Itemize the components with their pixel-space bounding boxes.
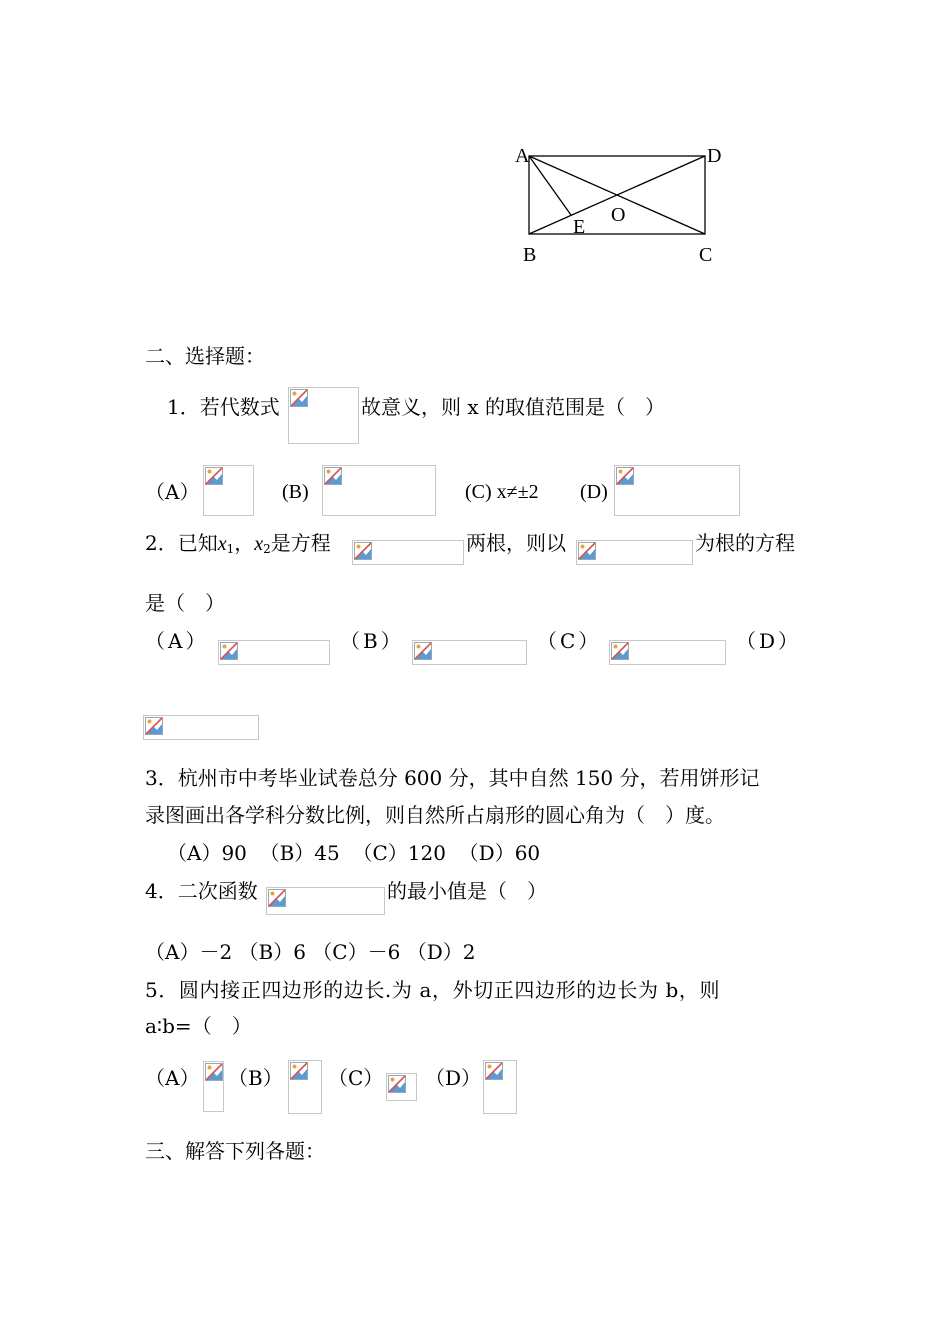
broken-image-icon xyxy=(616,467,634,485)
formula-image xyxy=(483,1060,517,1114)
formula-image xyxy=(288,387,359,444)
q2-option-d: （D） xyxy=(736,629,802,653)
q5-line-1: 5．圆内接正四边形的边长.为 a，外切正四边形的边长为 b，则 xyxy=(145,978,721,1002)
q3-line-2: 录图画出各学科分数比例，则自然所占扇形的圆心角为（ ）度。 xyxy=(145,803,725,827)
broken-image-icon xyxy=(205,467,223,485)
q1-suffix: 故意义，则 x 的取值范围是（ ） xyxy=(361,395,665,419)
formula-image xyxy=(203,465,254,516)
formula-image xyxy=(576,540,693,565)
broken-image-icon xyxy=(611,642,629,660)
broken-image-icon xyxy=(268,889,286,907)
broken-image-icon xyxy=(578,542,596,560)
label-d: D xyxy=(707,145,722,167)
formula-image xyxy=(614,465,740,516)
broken-image-icon xyxy=(485,1062,503,1080)
q4-options: （A）－2 （B）6 （C）－6 （D）2 xyxy=(145,940,476,964)
label-b: B xyxy=(523,244,537,266)
q2-mid-1: 是方程 xyxy=(270,531,331,555)
section-3-title: 三、解答下列各题： xyxy=(145,1139,325,1163)
q4-suffix: 的最小值是（ ） xyxy=(387,879,547,903)
q5-option-a: （A） xyxy=(145,1066,200,1090)
q5-option-b: （B） xyxy=(228,1066,283,1090)
q2-mid-2: 两根，则以 xyxy=(466,531,566,555)
formula-image xyxy=(386,1073,417,1101)
q1-option-b: (B) xyxy=(282,481,309,503)
formula-image xyxy=(609,640,726,665)
q2-line-1 xyxy=(145,533,331,555)
var-x1: x xyxy=(217,533,227,555)
formula-image xyxy=(288,1060,322,1114)
q5-option-c: （C） xyxy=(328,1066,384,1090)
formula-image xyxy=(412,640,527,665)
q2-option-b: （B） xyxy=(340,629,404,653)
q5-line-2: a∶b=（ ） xyxy=(145,1014,252,1038)
q2-option-a: （A） xyxy=(145,629,209,653)
broken-image-icon xyxy=(354,542,372,560)
broken-image-icon xyxy=(290,1062,308,1080)
q3-line-1: 3．杭州市中考毕业试卷总分 600 分，其中自然 150 分，若用饼形记 xyxy=(145,766,760,790)
q2-suffix: 为根的方程 xyxy=(695,531,795,555)
q4-prefix: 4．二次函数 xyxy=(145,879,258,903)
comma: ， xyxy=(234,531,255,555)
broken-image-icon xyxy=(414,642,432,660)
label-a: A xyxy=(515,145,530,167)
subscript-1: 1 xyxy=(226,542,235,556)
formula-image xyxy=(218,640,330,665)
subscript-2: 2 xyxy=(263,542,271,556)
formula-image xyxy=(203,1061,224,1112)
q1-option-c: (C) x≠±2 xyxy=(465,481,539,503)
label-o: O xyxy=(611,204,626,226)
label-c: C xyxy=(699,244,713,266)
label-e: E xyxy=(573,216,586,238)
q1-option-d: (D) xyxy=(580,481,608,503)
q1-prefix: 1．若代数式 xyxy=(167,395,280,419)
formula-image xyxy=(322,465,436,516)
q2-line-2: 是（ ） xyxy=(145,591,225,615)
q5-option-d: （D） xyxy=(425,1066,482,1090)
q1-option-a: （A） xyxy=(145,480,200,504)
broken-image-icon xyxy=(205,1063,223,1081)
broken-image-icon xyxy=(220,642,238,660)
broken-image-icon xyxy=(324,467,342,485)
formula-image xyxy=(266,887,385,915)
section-2-title: 二、选择题： xyxy=(145,344,265,368)
formula-image xyxy=(352,540,464,565)
q2-prefix: 2．已知 xyxy=(145,531,218,555)
broken-image-icon xyxy=(290,389,308,407)
var-x2: x xyxy=(254,533,264,555)
formula-image xyxy=(143,715,259,740)
broken-image-icon xyxy=(388,1075,406,1093)
q3-options: （A）90 （B）45 （C）120 （D）60 xyxy=(167,841,541,865)
broken-image-icon xyxy=(145,717,163,735)
rectangle-diagram xyxy=(510,140,730,270)
q2-option-c: （C） xyxy=(537,629,602,653)
